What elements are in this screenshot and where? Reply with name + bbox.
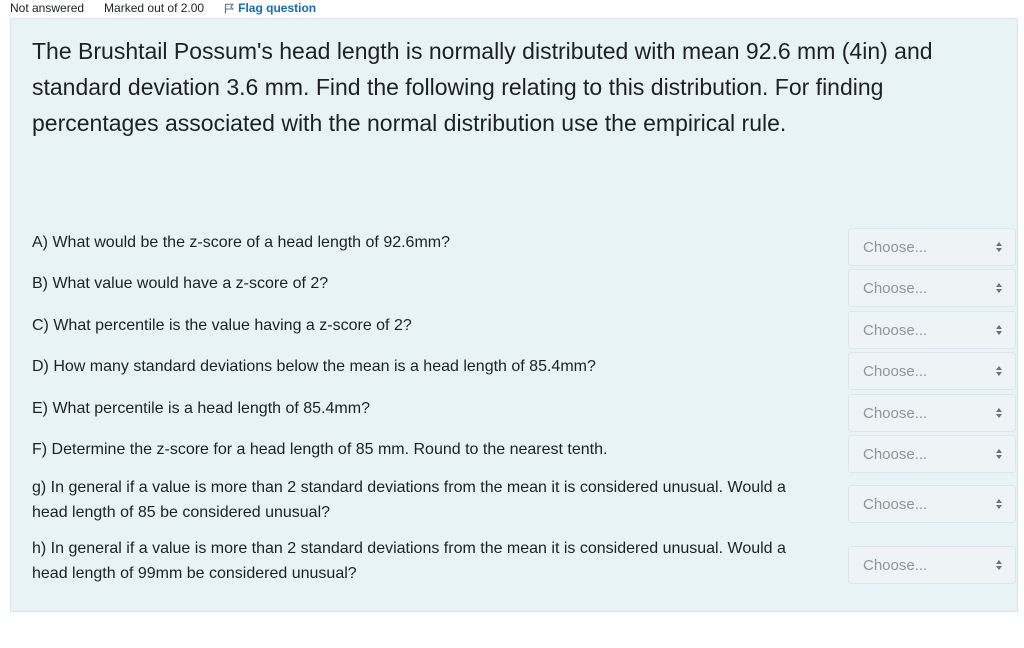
part-text: D) How many standard deviations below the mean is a head length of 85.4mm? xyxy=(32,358,596,375)
sort-arrows-icon xyxy=(995,365,1003,377)
answer-select-e[interactable] xyxy=(848,394,1016,432)
sort-arrows-icon xyxy=(995,241,1003,253)
select-value: Choose... xyxy=(863,404,928,422)
part-text: F) Determine the z-score for a head length of 85 mm. Round to the nearest tenth. xyxy=(32,441,608,458)
part-text: g) In general if a value is more than 2 standard deviations from the mean it is considered unusual. Would a head length of 85 be considered unusual? xyxy=(32,479,786,521)
select-value: Choose... xyxy=(863,495,928,513)
answer-select-c[interactable] xyxy=(848,311,1016,349)
flag-question-link[interactable] xyxy=(224,1,316,15)
question-info-bar xyxy=(0,0,316,16)
select-value: Choose... xyxy=(863,321,928,339)
flag-question-label: Flag question xyxy=(238,1,317,15)
answer-select-g[interactable] xyxy=(848,485,1016,523)
sort-arrows-icon xyxy=(995,498,1003,510)
sort-arrows-icon xyxy=(995,282,1003,294)
select-value: Choose... xyxy=(863,279,928,297)
sort-arrows-icon xyxy=(995,324,1003,336)
select-value: Choose... xyxy=(863,556,928,574)
select-value: Choose... xyxy=(863,238,928,256)
sort-arrows-icon xyxy=(995,448,1003,460)
sort-arrows-icon xyxy=(995,559,1003,571)
select-value: Choose... xyxy=(863,445,928,463)
question-content xyxy=(10,18,1018,612)
part-text: A) What would be the z-score of a head length of 92.6mm? xyxy=(32,234,451,251)
answer-select-d[interactable] xyxy=(848,352,1016,390)
question-status: Not answered xyxy=(10,1,85,15)
answer-select-h[interactable] xyxy=(848,546,1016,584)
sort-arrows-icon xyxy=(995,407,1003,419)
answer-select-b[interactable] xyxy=(848,269,1016,307)
part-text: C) What percentile is the value having a z-score of 2? xyxy=(32,317,412,334)
question-stem: The Brushtail Possum's head length is normally distributed with mean 92.6 mm (4in) and standard deviation 3.6 mm. Find the following relating to this distribution. For finding percentages associated with the normal distribution use the empirical rule. xyxy=(32,38,933,136)
select-value: Choose... xyxy=(863,362,928,380)
answer-select-a[interactable] xyxy=(848,228,1016,266)
answer-select-f[interactable] xyxy=(848,435,1016,473)
part-text: h) In general if a value is more than 2 standard deviations from the mean it is considered unusual. Would a head length of 99mm be considered unusual? xyxy=(32,540,786,582)
flag-icon xyxy=(224,3,234,14)
part-text: B) What value would have a z-score of 2? xyxy=(32,275,329,292)
part-text: E) What percentile is a head length of 85.4mm? xyxy=(32,400,370,417)
question-marks: Marked out of 2.00 xyxy=(104,1,205,15)
